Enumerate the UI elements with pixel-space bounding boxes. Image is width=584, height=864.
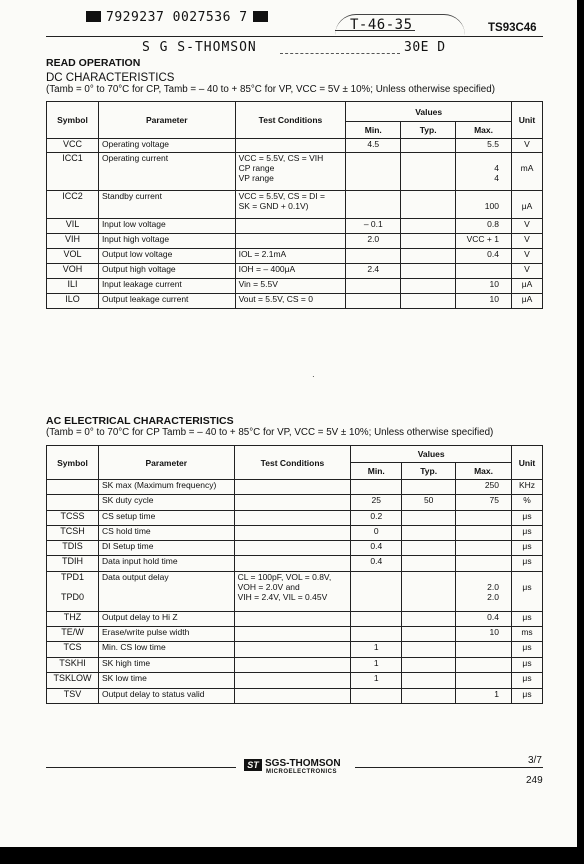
cell-parameter: Data input hold time <box>98 556 234 572</box>
cell-typ <box>402 572 456 612</box>
cell-symbol <box>47 495 99 511</box>
cell-max: 1 <box>456 689 512 704</box>
cell-test: Vout = 5.5V, CS = 0 <box>235 294 346 309</box>
col-min: Min. <box>351 463 402 480</box>
cell-parameter: Input leakage current <box>98 279 235 294</box>
cell-min: 0.4 <box>351 541 402 556</box>
page-fraction: 3/7 <box>528 755 542 766</box>
cell-min <box>346 279 401 294</box>
cell-max: 4 4 <box>456 153 512 191</box>
footer-rule-right <box>355 767 543 768</box>
cell-unit: μA <box>511 294 542 309</box>
cell-typ: 50 <box>402 495 456 511</box>
ac-heading <box>46 415 493 438</box>
cell-typ <box>401 219 456 234</box>
cell-typ <box>401 279 456 294</box>
barcode-block-left <box>86 11 101 22</box>
cell-parameter: Output leakage current <box>98 294 235 309</box>
cell-parameter: Operating voltage <box>98 139 235 153</box>
col-test-conditions: Test Conditions <box>234 446 351 480</box>
cell-typ <box>401 264 456 279</box>
cell-unit: μA <box>511 191 542 219</box>
logo-text: SGS-THOMSON <box>265 758 341 769</box>
cell-symbol: TPD1 TPD0 <box>47 572 99 612</box>
cell-typ <box>402 689 456 704</box>
cell-max: 250 <box>456 480 512 495</box>
dashed-rule <box>280 53 400 54</box>
cell-parameter: SK duty cycle <box>98 495 234 511</box>
cell-symbol: ILI <box>47 279 99 294</box>
cell-test <box>235 139 346 153</box>
ac-conditions: (Tamb = 0° to 70°C for CP Tamb = – 40 to + 85°C for VP, VCC = 5V ± 10%; Unless otherwise specified) <box>46 427 494 438</box>
cell-parameter: Output high voltage <box>98 264 235 279</box>
cell-min <box>351 572 402 612</box>
cell-max: 0.4 <box>456 612 512 627</box>
cell-symbol: VIL <box>47 219 99 234</box>
st-logo-icon: ST <box>244 759 262 771</box>
cell-parameter: SK high time <box>98 658 234 673</box>
ac-title: AC ELECTRICAL CHARACTERISTICS <box>46 415 234 427</box>
cell-unit: V <box>511 139 542 153</box>
cell-min: 25 <box>351 495 402 511</box>
date-code: 30E D <box>404 40 446 55</box>
cell-parameter: DI Setup time <box>98 541 234 556</box>
cell-min: 1 <box>351 673 402 689</box>
cell-parameter: Erase/write pulse width <box>98 627 234 642</box>
stamp-underline <box>335 30 415 31</box>
table-row <box>47 673 543 689</box>
section-title: READ OPERATION <box>46 57 141 69</box>
table-row <box>47 219 543 234</box>
cell-unit: μs <box>512 572 543 612</box>
cell-test <box>234 480 351 495</box>
cell-min: 2.0 <box>346 234 401 249</box>
cell-max <box>456 642 512 658</box>
manufacturer-line: S G S-THOMSON <box>142 40 257 55</box>
col-unit: Unit <box>512 446 543 480</box>
table-row <box>47 511 543 526</box>
col-max: Max. <box>456 463 512 480</box>
cell-symbol: THZ <box>47 612 99 627</box>
cell-typ <box>402 642 456 658</box>
col-min: Min. <box>346 122 401 139</box>
cell-max: 0.4 <box>456 249 512 264</box>
logo-subtitle: MICROELECTRONICS <box>266 769 337 775</box>
cell-parameter: Output low voltage <box>98 249 235 264</box>
page-number: 249 <box>526 775 543 786</box>
cell-symbol: TDIS <box>47 541 99 556</box>
cell-max: 0.8 <box>456 219 512 234</box>
table-row <box>47 264 543 279</box>
col-parameter: Parameter <box>98 446 234 480</box>
cell-symbol: VOL <box>47 249 99 264</box>
cell-test <box>234 556 351 572</box>
cell-unit: μs <box>512 526 543 541</box>
cell-unit: V <box>511 249 542 264</box>
header-rule <box>46 36 543 37</box>
cell-test: IOH = – 400μA <box>235 264 346 279</box>
cell-max <box>456 511 512 526</box>
cell-typ <box>401 234 456 249</box>
cell-max <box>456 658 512 673</box>
cell-max: 10 <box>456 279 512 294</box>
cell-test: VCC = 5.5V, CS = VIH CP range VP range <box>235 153 346 191</box>
cell-test: CL = 100pF, VOL = 0.8V, VOH = 2.0V and VIH = 2.4V, VIL = 0.45V <box>234 572 351 612</box>
cell-symbol: TCSH <box>47 526 99 541</box>
cell-unit: μs <box>512 689 543 704</box>
cell-test <box>234 495 351 511</box>
cell-max <box>456 526 512 541</box>
cell-unit: μs <box>512 673 543 689</box>
cell-max <box>456 264 512 279</box>
barcode-text: 7929237 0027536 7 <box>106 10 248 25</box>
col-max: Max. <box>456 122 512 139</box>
cell-symbol: TDIH <box>47 556 99 572</box>
cell-symbol <box>47 480 99 495</box>
cell-min: 4.5 <box>346 139 401 153</box>
cell-symbol: TCS <box>47 642 99 658</box>
cell-min: 0.4 <box>351 556 402 572</box>
footer-rule-left <box>46 767 236 768</box>
cell-parameter: Input low voltage <box>98 219 235 234</box>
barcode-block-right <box>253 11 268 22</box>
cell-unit: % <box>512 495 543 511</box>
cell-test <box>234 612 351 627</box>
cell-parameter: Output delay to Hi Z <box>98 612 234 627</box>
cell-typ <box>401 249 456 264</box>
cell-parameter: Min. CS low time <box>98 642 234 658</box>
cell-typ <box>402 673 456 689</box>
cell-unit: mA <box>511 153 542 191</box>
cell-unit: V <box>511 264 542 279</box>
cell-unit: V <box>511 234 542 249</box>
cell-parameter: SK max (Maximum frequency) <box>98 480 234 495</box>
cell-parameter: Data output delay <box>98 572 234 612</box>
cell-typ <box>401 191 456 219</box>
speck: · <box>312 372 315 381</box>
cell-test <box>234 673 351 689</box>
cell-max: 10 <box>456 627 512 642</box>
cell-symbol: TSKHI <box>47 658 99 673</box>
cell-typ <box>401 294 456 309</box>
cell-test: VCC = 5.5V, CS = DI = SK = GND + 0.1V) <box>235 191 346 219</box>
cell-max <box>456 541 512 556</box>
cell-min <box>351 689 402 704</box>
dc-title: DC CHARACTERISTICS <box>46 72 175 84</box>
table-row <box>47 541 543 556</box>
table-row <box>47 556 543 572</box>
table-row <box>47 627 543 642</box>
table-row <box>47 191 543 219</box>
cell-parameter: Standby current <box>98 191 235 219</box>
cell-symbol: VCC <box>47 139 99 153</box>
table-row <box>47 642 543 658</box>
cell-min <box>346 294 401 309</box>
col-unit: Unit <box>511 102 542 139</box>
dc-conditions: (Tamb = 0° to 70°C for CP, Tamb = – 40 to + 85°C for VP, VCC = 5V ± 10%; Unless otherwise specified) <box>46 84 495 95</box>
footer-logo <box>244 758 341 775</box>
table-row <box>47 495 543 511</box>
cell-parameter: Operating current <box>98 153 235 191</box>
part-number: TS93C46 <box>488 22 537 34</box>
cell-min <box>346 153 401 191</box>
cell-min <box>351 480 402 495</box>
table-row <box>47 572 543 612</box>
cell-parameter: SK low time <box>98 673 234 689</box>
cell-min: 2.4 <box>346 264 401 279</box>
table-row <box>47 234 543 249</box>
cell-max: VCC + 1 <box>456 234 512 249</box>
cell-min: – 0.1 <box>346 219 401 234</box>
cell-parameter: Output delay to status valid <box>98 689 234 704</box>
cell-min <box>346 191 401 219</box>
cell-symbol: ICC1 <box>47 153 99 191</box>
table-row <box>47 279 543 294</box>
cell-unit: μs <box>512 556 543 572</box>
cell-unit: μs <box>512 612 543 627</box>
cell-test <box>234 511 351 526</box>
cell-symbol: TE/W <box>47 627 99 642</box>
table-row <box>47 658 543 673</box>
cell-typ <box>402 612 456 627</box>
cell-symbol: VOH <box>47 264 99 279</box>
cell-typ <box>402 526 456 541</box>
handwritten-stamp: T-46-35 <box>350 17 413 33</box>
cell-max <box>456 673 512 689</box>
col-parameter: Parameter <box>98 102 235 139</box>
cell-max: 2.0 2.0 <box>456 572 512 612</box>
cell-typ <box>402 480 456 495</box>
cell-max: 10 <box>456 294 512 309</box>
cell-test <box>234 689 351 704</box>
cell-symbol: TCSS <box>47 511 99 526</box>
table-row <box>47 689 543 704</box>
cell-min: 1 <box>351 642 402 658</box>
table-row <box>47 612 543 627</box>
cell-test: IOL = 2.1mA <box>235 249 346 264</box>
col-typ: Typ. <box>402 463 456 480</box>
cell-unit: μs <box>512 642 543 658</box>
cell-typ <box>401 139 456 153</box>
cell-symbol: ICC2 <box>47 191 99 219</box>
cell-test <box>235 219 346 234</box>
table-row <box>47 294 543 309</box>
cell-typ <box>402 658 456 673</box>
cell-max <box>456 556 512 572</box>
col-values: Values <box>346 102 512 122</box>
table-row <box>47 139 543 153</box>
cell-symbol: TSV <box>47 689 99 704</box>
cell-min <box>351 627 402 642</box>
ac-characteristics-table <box>46 445 543 704</box>
dc-characteristics-table <box>46 101 543 309</box>
cell-test <box>234 627 351 642</box>
cell-parameter: CS setup time <box>98 511 234 526</box>
table-row <box>47 153 543 191</box>
cell-max: 100 <box>456 191 512 219</box>
table-row <box>47 526 543 541</box>
cell-max: 75 <box>456 495 512 511</box>
cell-min <box>346 249 401 264</box>
cell-symbol: TSKLOW <box>47 673 99 689</box>
col-symbol: Symbol <box>47 446 99 480</box>
cell-symbol: ILO <box>47 294 99 309</box>
cell-test <box>234 642 351 658</box>
barcode-header <box>86 10 268 25</box>
col-values: Values <box>351 446 512 463</box>
cell-test <box>235 234 346 249</box>
cell-test <box>234 526 351 541</box>
cell-typ <box>402 511 456 526</box>
cell-unit: μA <box>511 279 542 294</box>
cell-min: 0.2 <box>351 511 402 526</box>
cell-test <box>234 658 351 673</box>
cell-typ <box>402 541 456 556</box>
cell-test: Vin = 5.5V <box>235 279 346 294</box>
cell-unit: μs <box>512 658 543 673</box>
col-test-conditions: Test Conditions <box>235 102 346 139</box>
dc-heading <box>46 72 495 95</box>
cell-unit: μs <box>512 511 543 526</box>
cell-unit: V <box>511 219 542 234</box>
cell-unit: KHz <box>512 480 543 495</box>
cell-max: 5.5 <box>456 139 512 153</box>
cell-min: 0 <box>351 526 402 541</box>
cell-min: 1 <box>351 658 402 673</box>
col-typ: Typ. <box>401 122 456 139</box>
cell-parameter: CS hold time <box>98 526 234 541</box>
cell-typ <box>402 556 456 572</box>
cell-unit: ms <box>512 627 543 642</box>
cell-min <box>351 612 402 627</box>
cell-symbol: VIH <box>47 234 99 249</box>
table-row <box>47 249 543 264</box>
cell-test <box>234 541 351 556</box>
cell-unit: μs <box>512 541 543 556</box>
cell-typ <box>402 627 456 642</box>
cell-typ <box>401 153 456 191</box>
cell-parameter: Input high voltage <box>98 234 235 249</box>
col-symbol: Symbol <box>47 102 99 139</box>
table-row <box>47 480 543 495</box>
